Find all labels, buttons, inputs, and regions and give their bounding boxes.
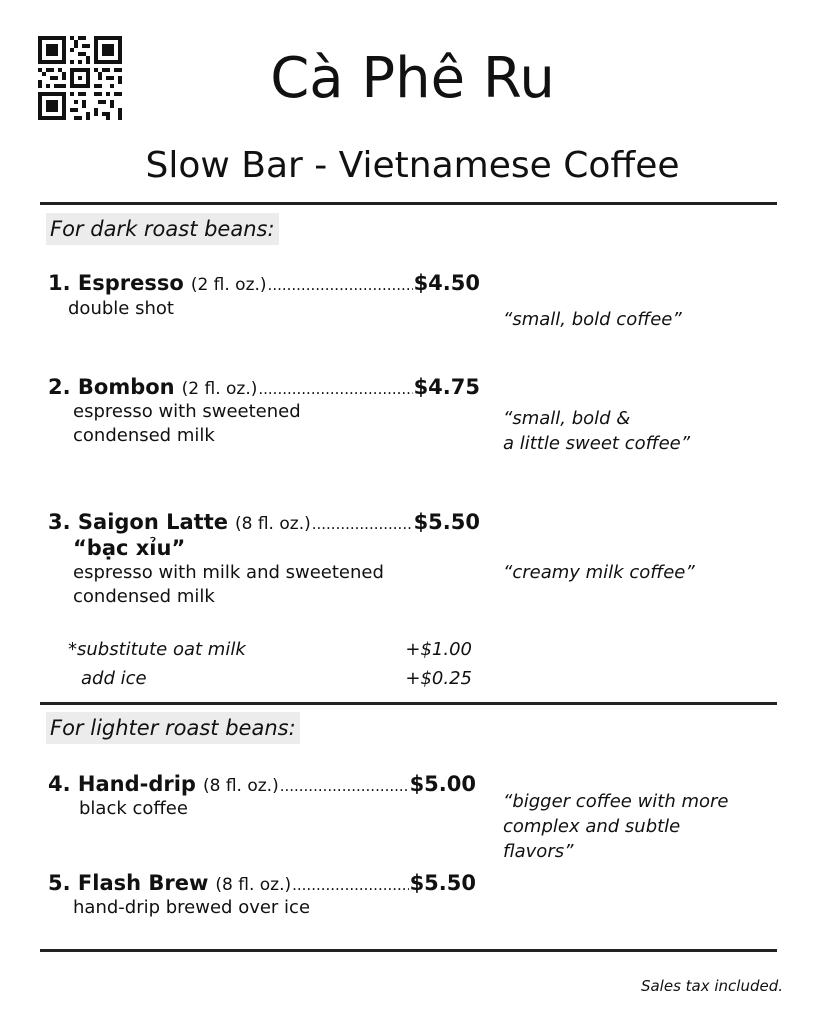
page-subtitle: Slow Bar - Vietnamese Coffee [145,145,680,186]
item-size: (8 fl. oz.) [215,875,292,895]
page-title: Cà Phê Ru [270,46,555,111]
item-tagline: a little sweet coffee” [503,433,691,454]
item-tagline: flavors” [503,841,574,862]
item-price: $4.50 [413,271,480,295]
item-size: (8 fl. oz.) [202,776,279,796]
dot-leader [268,272,413,298]
divider [40,949,777,952]
item-price: $5.50 [413,510,480,534]
section-heading-dark-roast: For dark roast beans: [46,213,279,245]
item-tagline: “small, bold coffee” [503,309,682,330]
item-tagline: complex and subtle [503,816,681,837]
item-price: $5.50 [409,871,476,895]
item-name: 2. Bombon [48,375,175,399]
menu-item-espresso [48,270,480,298]
item-name: 5. Flash Brew [48,871,209,895]
item-name: 1. Espresso [48,271,184,295]
item-tagline: “bigger coffee with more [503,791,729,812]
item-description: hand-drip brewed over ice [73,897,311,918]
item-description: condensed milk [73,425,215,446]
item-size: (2 fl. oz.) [190,275,267,295]
item-size: (2 fl. oz.) [181,379,258,399]
dot-leader [258,376,412,402]
item-size: (8 fl. oz.) [235,514,311,534]
menu-item-hand-drip [48,771,476,799]
item-description: black coffee [79,798,188,819]
modifier-price: +$1.00 [405,639,472,660]
divider [40,202,777,205]
item-name: 4. Hand-drip [48,772,196,796]
item-description: condensed milk [73,586,215,607]
divider [40,702,777,705]
dot-leader [292,872,408,898]
item-tagline: “small, bold & [503,408,631,429]
menu-item-flash-brew [48,870,476,898]
item-alt-name: “bạc xỉu” [73,536,186,560]
item-price: $5.00 [409,772,476,796]
menu-item-saigon-latte [48,509,480,537]
item-price: $4.75 [413,375,480,399]
modifier-price: +$0.25 [405,668,472,689]
item-name: 3. Saigon Latte [48,510,228,534]
item-description: espresso with sweetened [73,401,301,422]
modifier-label: *substitute oat milk [68,639,246,660]
item-description: espresso with milk and sweetened [73,562,384,583]
section-heading-light-roast: For lighter roast beans: [46,712,300,744]
tax-note: Sales tax included. [640,977,783,995]
dot-leader [280,773,409,799]
item-tagline: “creamy milk coffee” [503,562,695,583]
menu-item-bombon [48,374,480,402]
item-description: double shot [68,298,174,319]
dot-leader [312,511,413,537]
modifier-label: add ice [81,668,147,689]
